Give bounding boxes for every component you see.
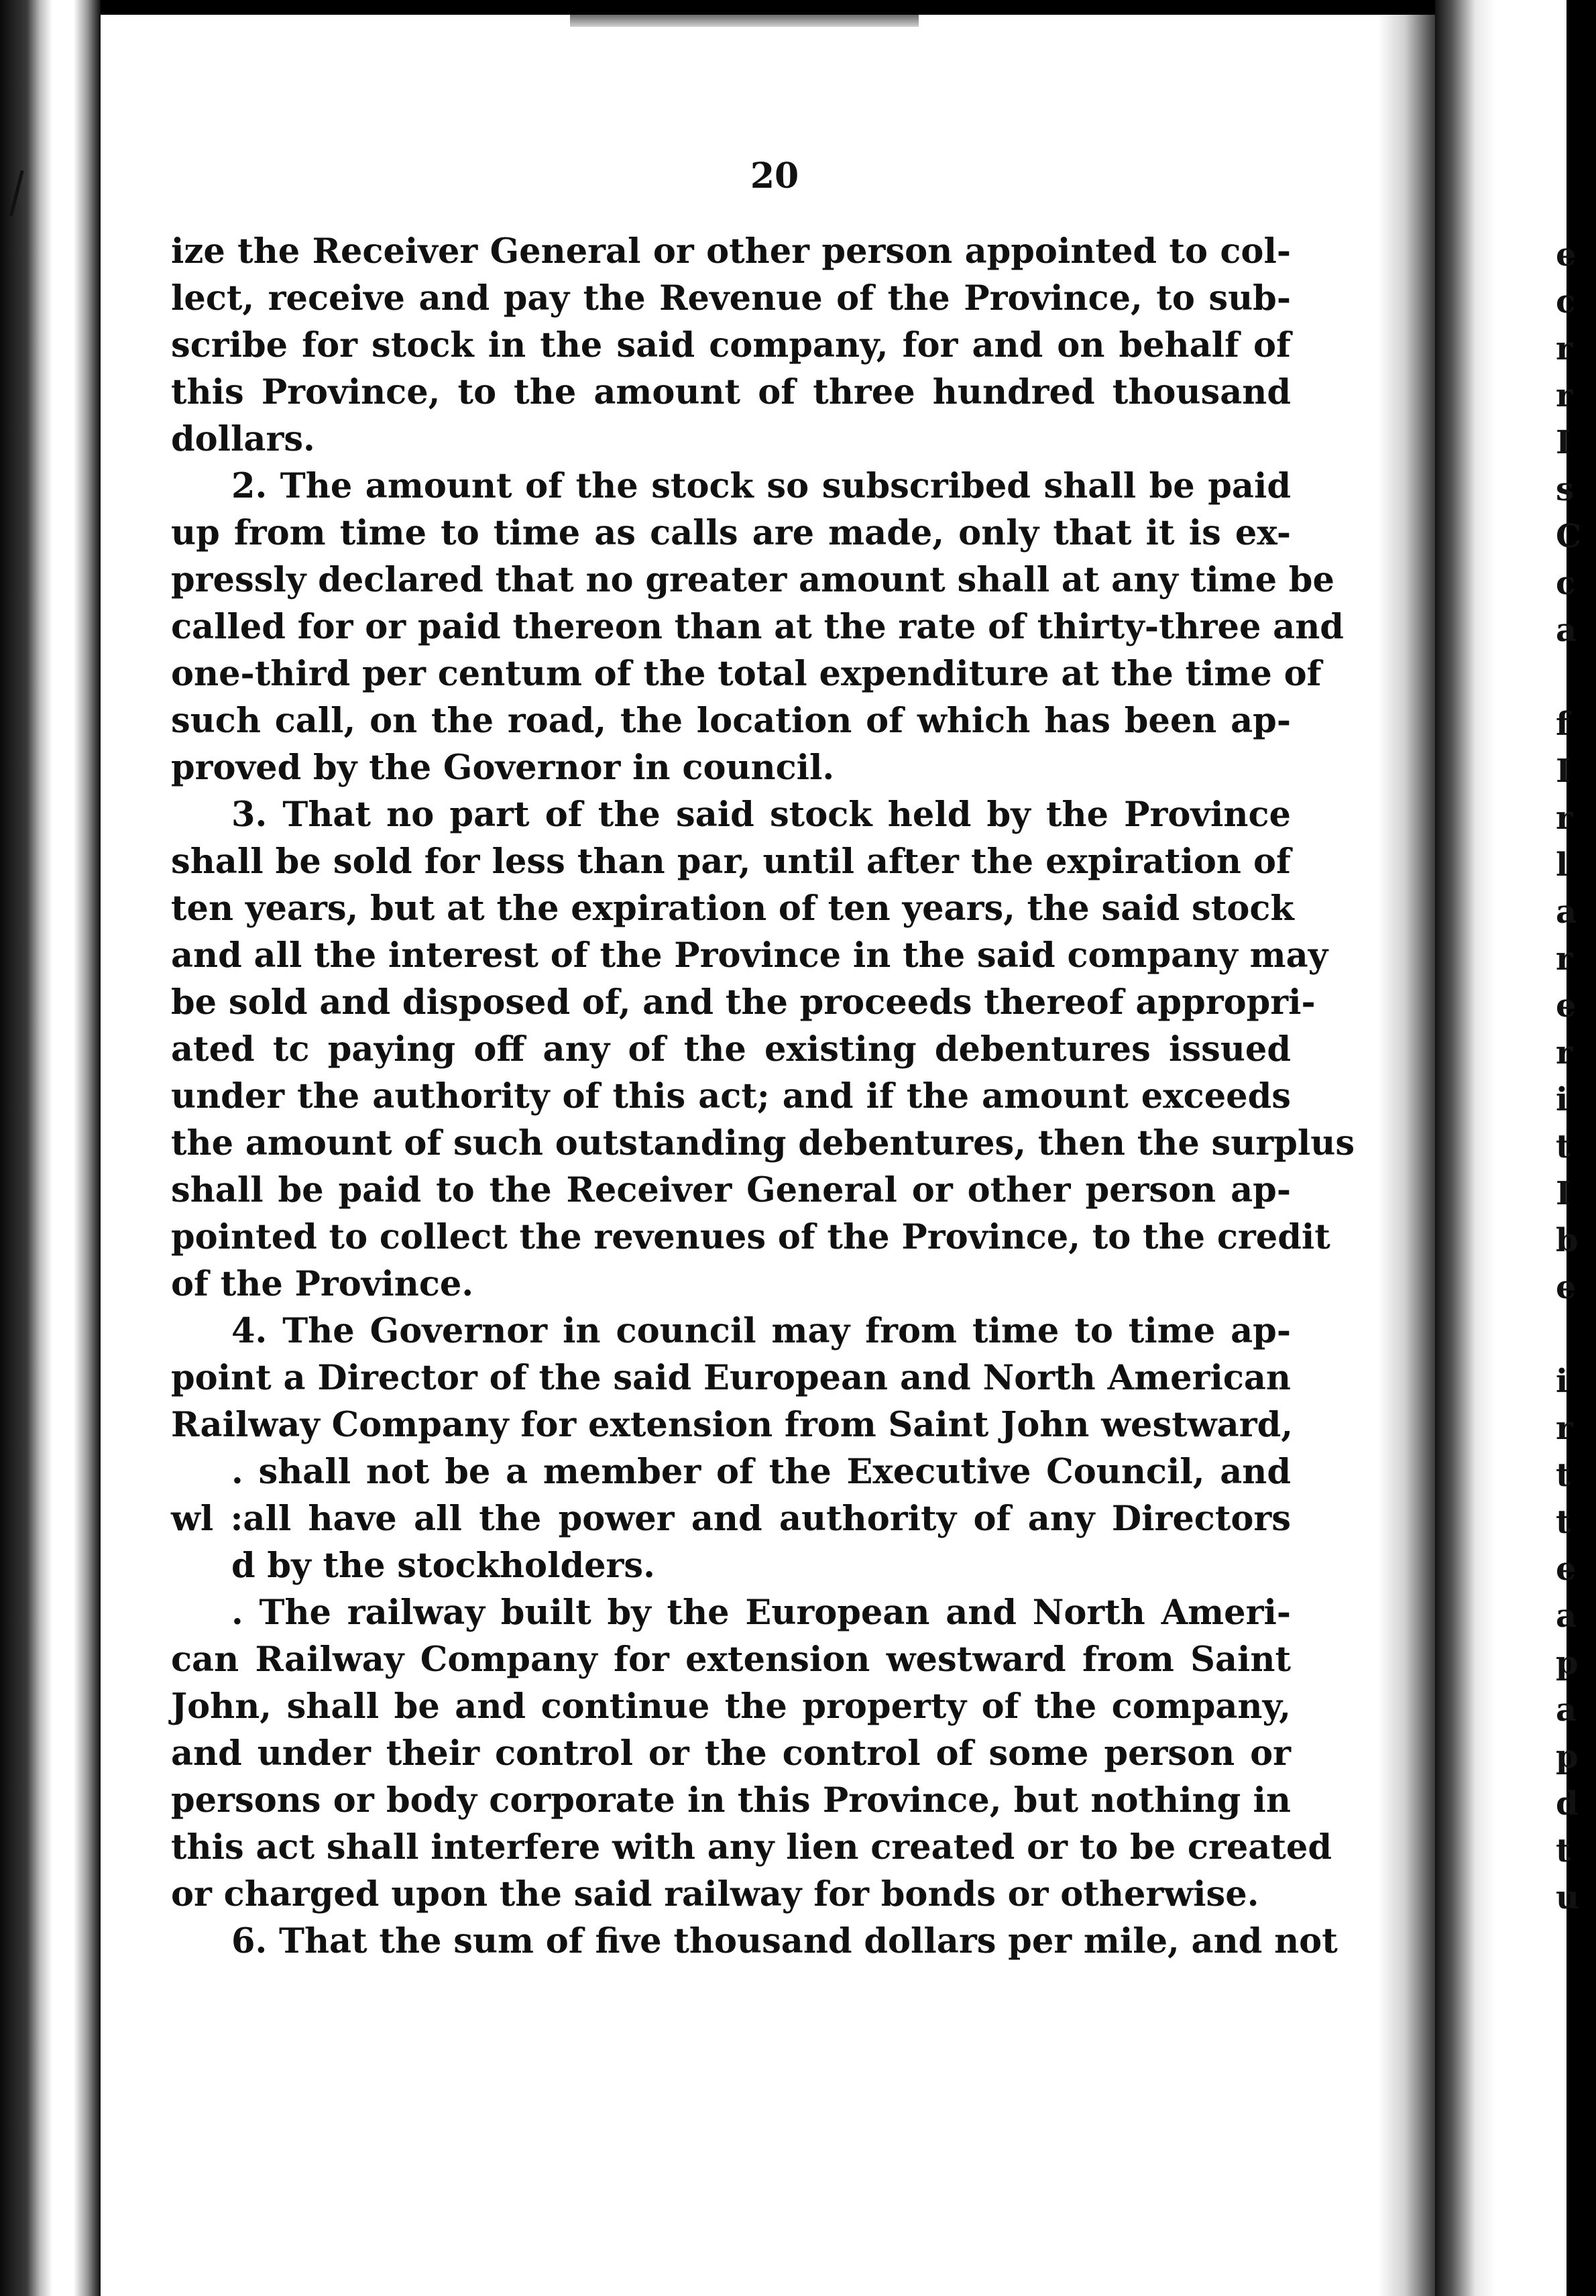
right-page-fragment: e xyxy=(1556,987,1577,1025)
body-text xyxy=(171,228,1355,1965)
text-line: the amount of such outstanding debentures, then the surplus xyxy=(171,1123,1355,1163)
right-page-fragment: t xyxy=(1556,1456,1571,1494)
text-line: under the authority of this act; and if the amount exceeds xyxy=(171,1076,1291,1116)
right-page-fragment: c xyxy=(1556,565,1576,602)
text-line: called for or paid thereon than at the rate of thirty-three and xyxy=(171,607,1344,647)
right-page-fragment: b xyxy=(1556,1222,1579,1259)
right-page-fragment: e xyxy=(1556,236,1577,274)
top-scan-edge xyxy=(570,15,919,27)
right-page-fragment: t xyxy=(1556,1503,1571,1541)
right-page-fragment: p xyxy=(1556,1644,1579,1682)
text-line: 3. That no part of the said stock held by the Province xyxy=(231,795,1291,835)
right-page-fragment: a xyxy=(1556,612,1577,649)
right-page-fragment: d xyxy=(1556,1785,1579,1823)
right-page-fragment: i xyxy=(1556,1081,1569,1118)
text-line: such call, on the road, the location of which has been ap- xyxy=(171,701,1291,741)
text-line: can Railway Company for extension westward from Saint xyxy=(171,1640,1291,1680)
text-line: . shall not be a member of the Executive Council, and xyxy=(231,1452,1291,1492)
right-page-fragment: a xyxy=(1556,1597,1577,1635)
text-line: 2. The amount of the stock so subscribed shall be paid xyxy=(231,466,1291,506)
right-page-fragment: c xyxy=(1556,283,1576,321)
text-line: wl :all have all the power and authority of any Directors xyxy=(171,1499,1291,1539)
right-page-fragment: p xyxy=(1556,1738,1579,1776)
text-line: persons or body corporate in this Province, but nothing in xyxy=(171,1780,1291,1821)
text-line: pointed to collect the revenues of the Province, to the credit xyxy=(171,1217,1330,1257)
page-gutter-shadow xyxy=(1378,15,1438,2296)
text-line: scribe for stock in the said company, for and on behalf of xyxy=(171,325,1291,365)
right-page-fragment: r xyxy=(1556,799,1573,837)
text-line: and all the interest of the Province in the said company may xyxy=(171,935,1328,976)
text-line: dollars. xyxy=(171,419,315,459)
right-page-fragment: l xyxy=(1556,846,1569,884)
right-page-fragment: I xyxy=(1556,1175,1571,1212)
right-page-fragment: a xyxy=(1556,1691,1577,1729)
text-line: 4. The Governor in council may from time to time ap- xyxy=(231,1311,1291,1351)
right-page-fragment: r xyxy=(1556,330,1573,367)
left-page-binding-edge xyxy=(0,0,101,2296)
right-page-fragment: t xyxy=(1556,1832,1571,1870)
right-page-fragment: I xyxy=(1556,424,1571,461)
right-page-fragment: a xyxy=(1556,893,1577,931)
right-page-fragment: e xyxy=(1556,1550,1577,1588)
text-line: this act shall interfere with any lien created or to be created xyxy=(171,1827,1332,1868)
text-line: . The railway built by the European and North Ameri- xyxy=(231,1593,1291,1633)
text-line: proved by the Governor in council. xyxy=(171,748,835,788)
right-page-fragment: t xyxy=(1556,1128,1571,1165)
text-line: Railway Company for extension from Saint John westward, xyxy=(171,1405,1293,1445)
right-page-fragment: C xyxy=(1556,518,1582,555)
right-page-fragment: r xyxy=(1556,1034,1573,1072)
text-line: ten years, but at the expiration of ten years, the said stock xyxy=(171,888,1294,929)
text-line: up from time to time as calls are made, only that it is ex- xyxy=(171,513,1291,553)
text-line: ize the Receiver General or other person appointed to col- xyxy=(171,231,1291,272)
text-line: be sold and disposed of, and the proceeds thereof appropri- xyxy=(171,982,1316,1023)
text-line: and under their control or the control of some person or xyxy=(171,1733,1291,1774)
text-line: of the Province. xyxy=(171,1264,474,1304)
text-line: or charged upon the said railway for bonds or otherwise. xyxy=(171,1874,1259,1914)
text-line: pressly declared that no greater amount shall at any time be xyxy=(171,560,1334,600)
right-page-fragment: s xyxy=(1556,471,1575,508)
right-page-fragment: r xyxy=(1556,377,1573,414)
text-line: this Province, to the amount of three hundred thousand xyxy=(171,372,1291,412)
right-page-fragment: i xyxy=(1556,1363,1569,1400)
right-page-fragment: r xyxy=(1556,1410,1573,1447)
right-page-fragment: u xyxy=(1556,1879,1579,1916)
text-line: John, shall be and continue the property of the company, xyxy=(171,1686,1291,1727)
text-line: d by the stockholders. xyxy=(231,1546,655,1586)
right-page-fragment: I xyxy=(1556,752,1571,790)
page-number: 20 xyxy=(750,156,799,196)
text-line: point a Director of the said European and North American xyxy=(171,1358,1291,1398)
text-line: shall be paid to the Receiver General or other person ap- xyxy=(171,1170,1291,1210)
right-page-fragment: r xyxy=(1556,940,1573,978)
text-line: one-third per centum of the total expenditure at the time of xyxy=(171,654,1322,694)
text-line: ated tc paying off any of the existing debentures issued xyxy=(171,1029,1291,1070)
right-page-fragment: e xyxy=(1556,1269,1577,1306)
text-line: 6. That the sum of five thousand dollars per mile, and not xyxy=(231,1921,1338,1961)
right-page-edge xyxy=(1435,0,1566,2296)
right-page-fragment: f xyxy=(1556,705,1570,743)
text-line: shall be sold for less than par, until after the expiration of xyxy=(171,842,1291,882)
text-line: lect, receive and pay the Revenue of the Province, to sub- xyxy=(171,278,1291,319)
